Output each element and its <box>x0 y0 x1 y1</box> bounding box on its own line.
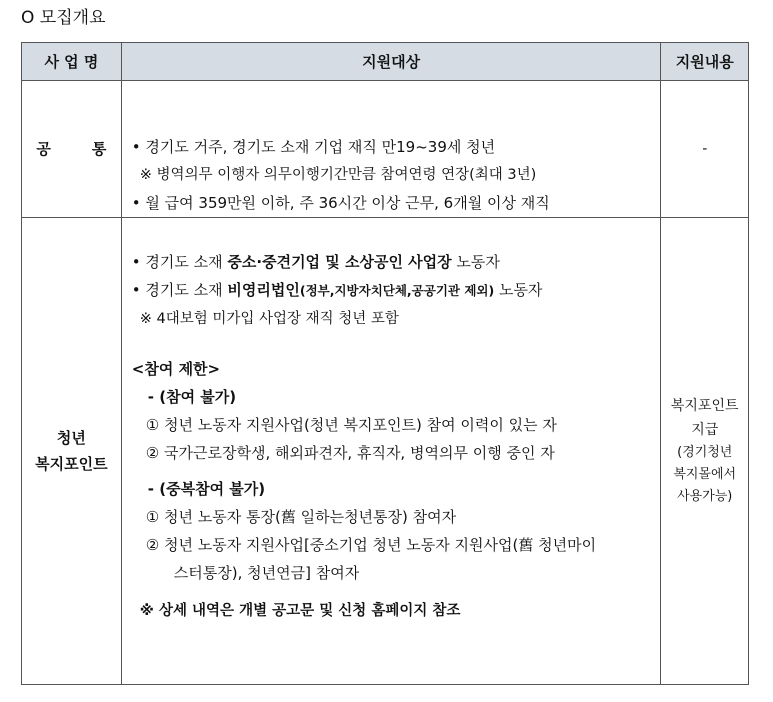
section-heading <box>21 6 106 30</box>
restriction-duplicate-title: - (중복참여 불가) <box>147 480 266 498</box>
welfare-eligibility-cell <box>121 218 661 685</box>
common-name-left: 공 <box>36 140 51 158</box>
restriction-duplicate-item-1: ① 청년 노동자 통장(舊 일하는청년통장) 참여자 <box>145 508 457 526</box>
welfare-line-insurance-note: ※ 4대보험 미가입 사업장 재직 청년 포함 <box>139 311 399 327</box>
welfare-line-nonprofit-post: 노동자 <box>494 281 543 299</box>
common-name <box>36 136 106 162</box>
restriction-duplicate-item-2-cont: 스터통장), 청년연금] 참여자 <box>173 564 360 582</box>
common-line-salary: • 월 급여 359만원 이하, 주 36시간 이상 근무, 6개월 이상 재직 <box>131 194 550 212</box>
welfare-line-sme-post: 노동자 <box>451 253 500 271</box>
support-line-2: 지급 <box>691 422 719 438</box>
common-support-cell: - <box>661 81 749 218</box>
restriction-duplicate-item-2: ② 청년 노동자 지원사업[중소기업 청년 노동자 지원사업(舊 청년마이 <box>145 536 597 554</box>
welfare-line-nonprofit-bold: 비영리법인 <box>227 281 300 299</box>
welfare-line-nonprofit <box>132 276 651 305</box>
support-line-3: (경기청년 <box>677 445 733 460</box>
welfare-line-sme-bold: 중소·중견기업 및 소상공인 사업장 <box>227 253 452 271</box>
restriction-ineligible-item-2: ② 국가근로장학생, 해외파견자, 휴직자, 병역의무 이행 중인 자 <box>145 444 555 462</box>
common-eligibility-cell <box>121 81 661 218</box>
section-title-text: 모집개요 <box>39 8 106 28</box>
common-line-military-note: ※ 병역의무 이행자 의무이행기간만큼 참여연령 연장(최대 3년) <box>139 167 537 183</box>
support-line-5: 사용가능) <box>677 489 733 504</box>
welfare-name-line1: 청년 <box>56 429 86 447</box>
table-row-welfare-points <box>22 218 749 685</box>
header-eligibility: 지원대상 <box>121 43 661 81</box>
recruitment-overview-table <box>21 42 749 685</box>
welfare-name-cell <box>22 218 122 685</box>
restriction-ineligible-item-1: ① 청년 노동자 지원사업(청년 복지포인트) 참여 이력이 있는 자 <box>145 416 557 434</box>
table-row-common <box>22 81 749 218</box>
table-header-row <box>22 43 749 81</box>
welfare-support-cell <box>661 218 749 685</box>
support-line-4: 복지몰에서 <box>673 467 737 482</box>
header-business-name: 사 업 명 <box>22 43 122 81</box>
header-support-content: 지원내용 <box>661 43 749 81</box>
footer-reference-note: ※ 상세 내역은 개별 공고문 및 신청 홈페이지 참조 <box>139 603 461 619</box>
common-line-residence: • 경기도 거주, 경기도 소재 기업 재직 만19~39세 청년 <box>131 138 496 156</box>
circle-marker: O <box>21 8 35 28</box>
common-name-cell <box>22 81 122 218</box>
welfare-line-sme <box>132 248 651 276</box>
support-line-1: 복지포인트 <box>670 398 739 414</box>
welfare-name-line2: 복지포인트 <box>35 455 108 473</box>
welfare-line-nonprofit-pre: • 경기도 소재 <box>131 281 228 299</box>
restriction-ineligible-title: - (참여 불가) <box>147 388 237 406</box>
welfare-line-sme-pre: • 경기도 소재 <box>131 253 228 271</box>
common-name-right: 통 <box>91 140 107 158</box>
restriction-title: <참여 제한> <box>131 360 221 378</box>
welfare-line-nonprofit-exclusion: (정부,지방자치단체,공공기관 제외) <box>299 283 495 298</box>
